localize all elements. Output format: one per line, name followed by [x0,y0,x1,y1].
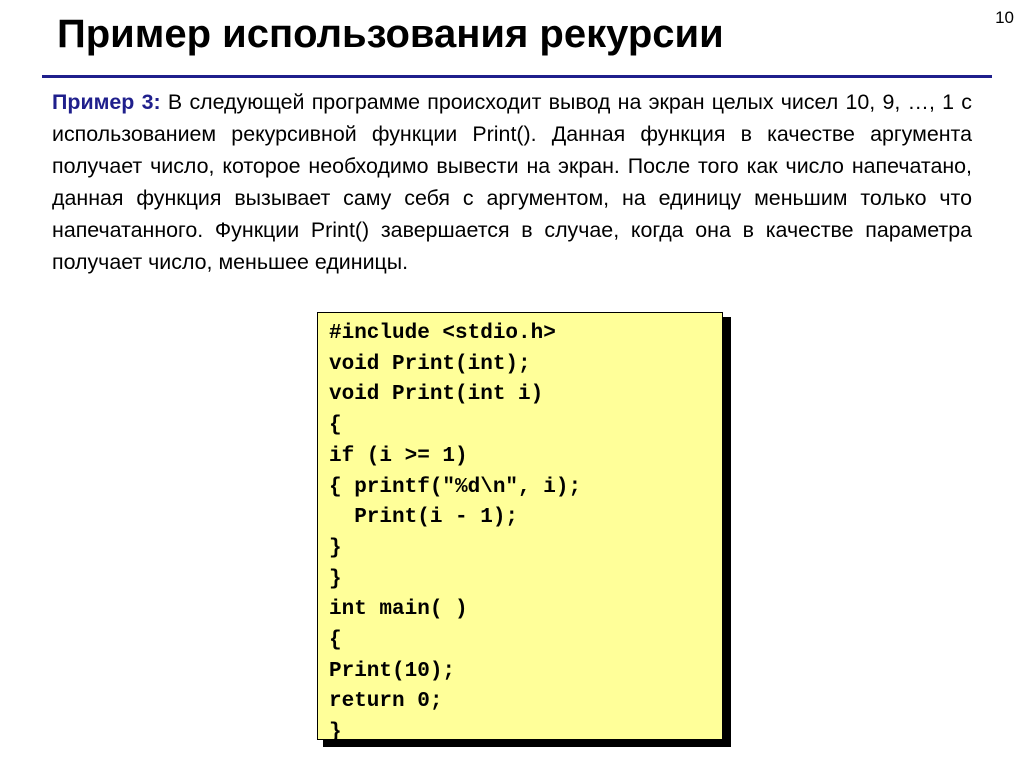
intro-paragraph [52,86,972,278]
code-line: } [329,536,342,560]
code-line: { [329,414,342,438]
code-line: return 0; [329,690,443,714]
code-line: int main( ) [329,598,468,622]
code-line: { [329,629,342,653]
example-label: Пример 3: [52,90,161,114]
code-line: void Print(int); [329,352,531,376]
intro-text: В следующей программе происходит вывод на экран целых чисел 10, 9, …, 1 с использованием рекурсивной функции Print(). Данная функция в качестве аргумента получает число, которое необходимо вывести на экран. После того как число напечатано, данная функция вызывает саму себя с аргументом, на единицу меньшим только что напечатанного. Функции Print() завершается в случае, когда она в качестве параметра получает число, меньшее единицы. [52,90,972,274]
code-line: Print(i - 1); [329,506,519,530]
code-line: } [329,567,342,591]
code-line: } [329,721,342,745]
code-line: Print(10); [329,659,456,683]
code-line: if (i >= 1) [329,444,468,468]
slide-title: Пример использования рекурсии [57,12,724,56]
slide-number: 10 [995,8,1014,27]
code-line: void Print(int i) [329,383,544,407]
code-line: #include <stdio.h> [329,322,556,345]
title-divider [42,75,992,78]
code-line: { printf("%d\n", i); [329,475,582,499]
code-box [317,312,723,745]
